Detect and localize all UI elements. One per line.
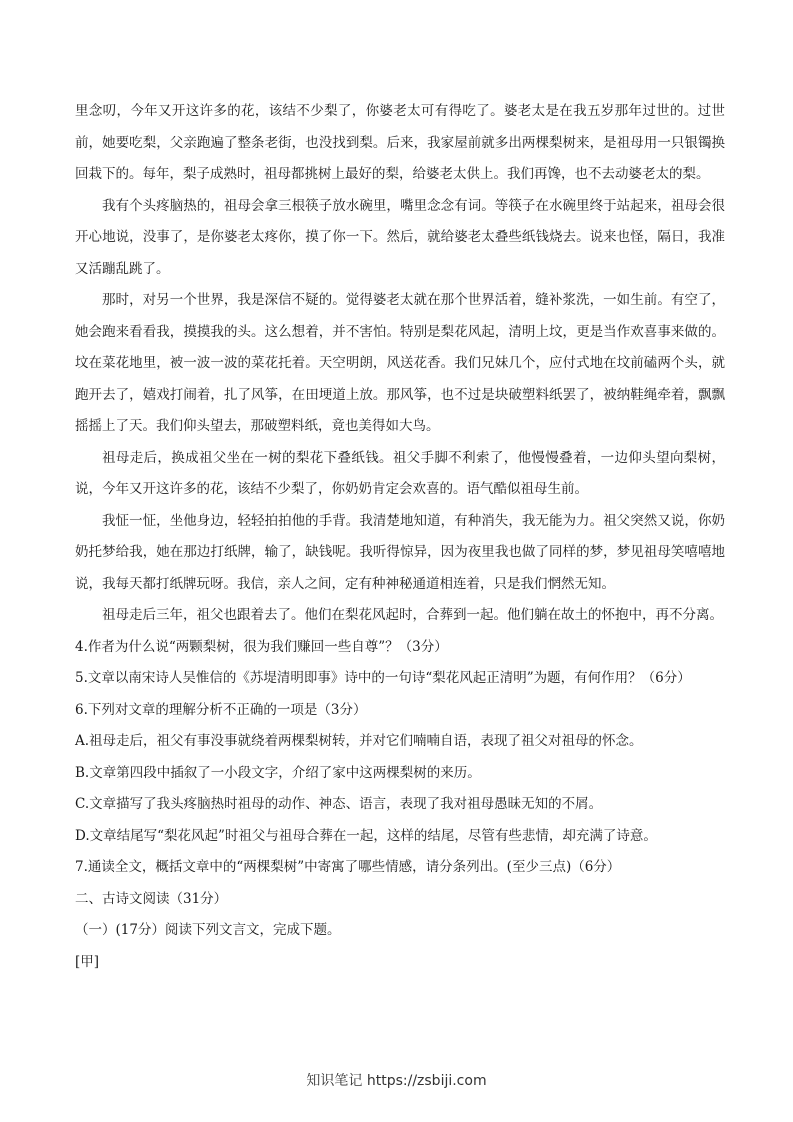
question-6: 6.下列对文章的理解分析不正确的一项是（3分）	[75, 701, 367, 718]
question-6-option-a: A.祖母走后，祖父有事没事就绕着两棵梨树转，并对它们喃喃自语，表现了祖父对祖母的怀念。	[75, 733, 643, 749]
document-body	[75, 96, 725, 978]
question-6-option-d: D.文章结尾写“梨花风起”时祖父与祖母合葬在一起，这样的结尾，尽管有些悲情，却充满了诗意。	[75, 827, 657, 844]
passage-paragraph-1: 里念叨，今年又开这许多的花，该结不少梨了，你婆老太可有得吃了。婆老太是在我五岁那年过世的。过世前，她要吃梨，父亲跑遍了整条老街，也没找到梨。后来，我家屋前就多出两棵梨树来，是祖母用一只银镯换回栽下的。每年，梨子成熟时，祖母都挑树上最好的梨，给婆老太供上。我们再馋，也不去动婆老太的梨。	[75, 103, 725, 182]
footer-watermark: 知识笔记 https://zsbiji.com	[306, 1073, 487, 1089]
question-6-option-b: B.文章第四段中插叙了一小段文字，介绍了家中这两棵梨树的来历。	[75, 764, 481, 781]
question-7: 7.通读全文，概括文章中的“两棵梨树”中寄寓了哪些情感，请分条列出。(至少三点)（6分）	[75, 859, 621, 875]
subsection-heading: （一）(17分）阅读下列文言文，完成下题。	[75, 922, 341, 938]
section-heading: 二、古诗文阅读（31分）	[75, 890, 228, 907]
passage-paragraph-2: 我有个头疼脑热的，祖母会拿三根筷子放水碗里，嘴里念念有词。等筷子在水碗里终于站起来，祖母会很开心地说，没事了，是你婆老太疼你，摸了你一下。然后，就给婆老太叠些纸钱烧去。说来也怪，隔日，我准又活蹦乱跳了。	[75, 197, 725, 277]
passage-paragraph-4: 祖母走后，换成祖父坐在一树的梨花下叠纸钱。祖父手脚不利索了，他慢慢叠着，一边仰头望向梨树，说，今年又开这许多的花，该结不少梨了，你奶奶肯定会欢喜的。语气酷似祖母生前。	[75, 449, 725, 497]
question-5: 5.文章以南宋诗人吴惟信的《苏堤清明即事》诗中的一句诗“梨花风起正清明”为题，有何作用？（6分）	[75, 670, 691, 686]
text-label-jia: [甲]	[75, 953, 100, 970]
passage-paragraph-6: 祖母走后三年，祖父也跟着去了。他们在梨花风起时，合葬到一起。他们躺在故土的怀抱中，再不分离。	[102, 607, 723, 623]
question-6-option-c: C.文章描写了我头疼脑热时祖母的动作、神态、语言，表现了我对祖母愚昧无知的不屑。	[75, 796, 603, 812]
question-4: 4.作者为什么说“两颗梨树，很为我们赚回一些自尊”？（3分）	[75, 638, 448, 655]
passage-paragraph-3: 那时，对另一个世界，我是深信不疑的。觉得婆老太就在那个世界活着，缝补浆洗，一如生前。有空了，她会跑来看看我，摸摸我的头。这么想着，并不害怕。特别是梨花风起，清明上坟，更是当作欢喜事来做的。坟在菜花地里，被一波一波的菜花托着。天空明朗，风送花香。我们兄妹几个，应付式地在坟前磕两个头，就跑开去了，嬉戏打闹着，扎了风筝，在田埂道上放。那风筝，也不过是块破塑料纸罢了，被纳鞋绳牵着，飘飘摇摇上了天。我们仰头望去，那破塑料纸，竟也美得如大鸟。	[75, 292, 725, 434]
passage-paragraph-5: 我怔一怔，坐他身边，轻轻拍拍他的手背。我清楚地知道，有种消失，我无能为力。祖父突然又说，你奶奶托梦给我，她在那边打纸牌，输了，缺钱呢。我听得惊异，因为夜里我也做了同样的梦，梦见祖母笑嘻嘻地说，我每天都打纸牌玩呀。我信，亲人之间，定有种神秘通道相连着，只是我们惘然无知。	[75, 512, 725, 592]
